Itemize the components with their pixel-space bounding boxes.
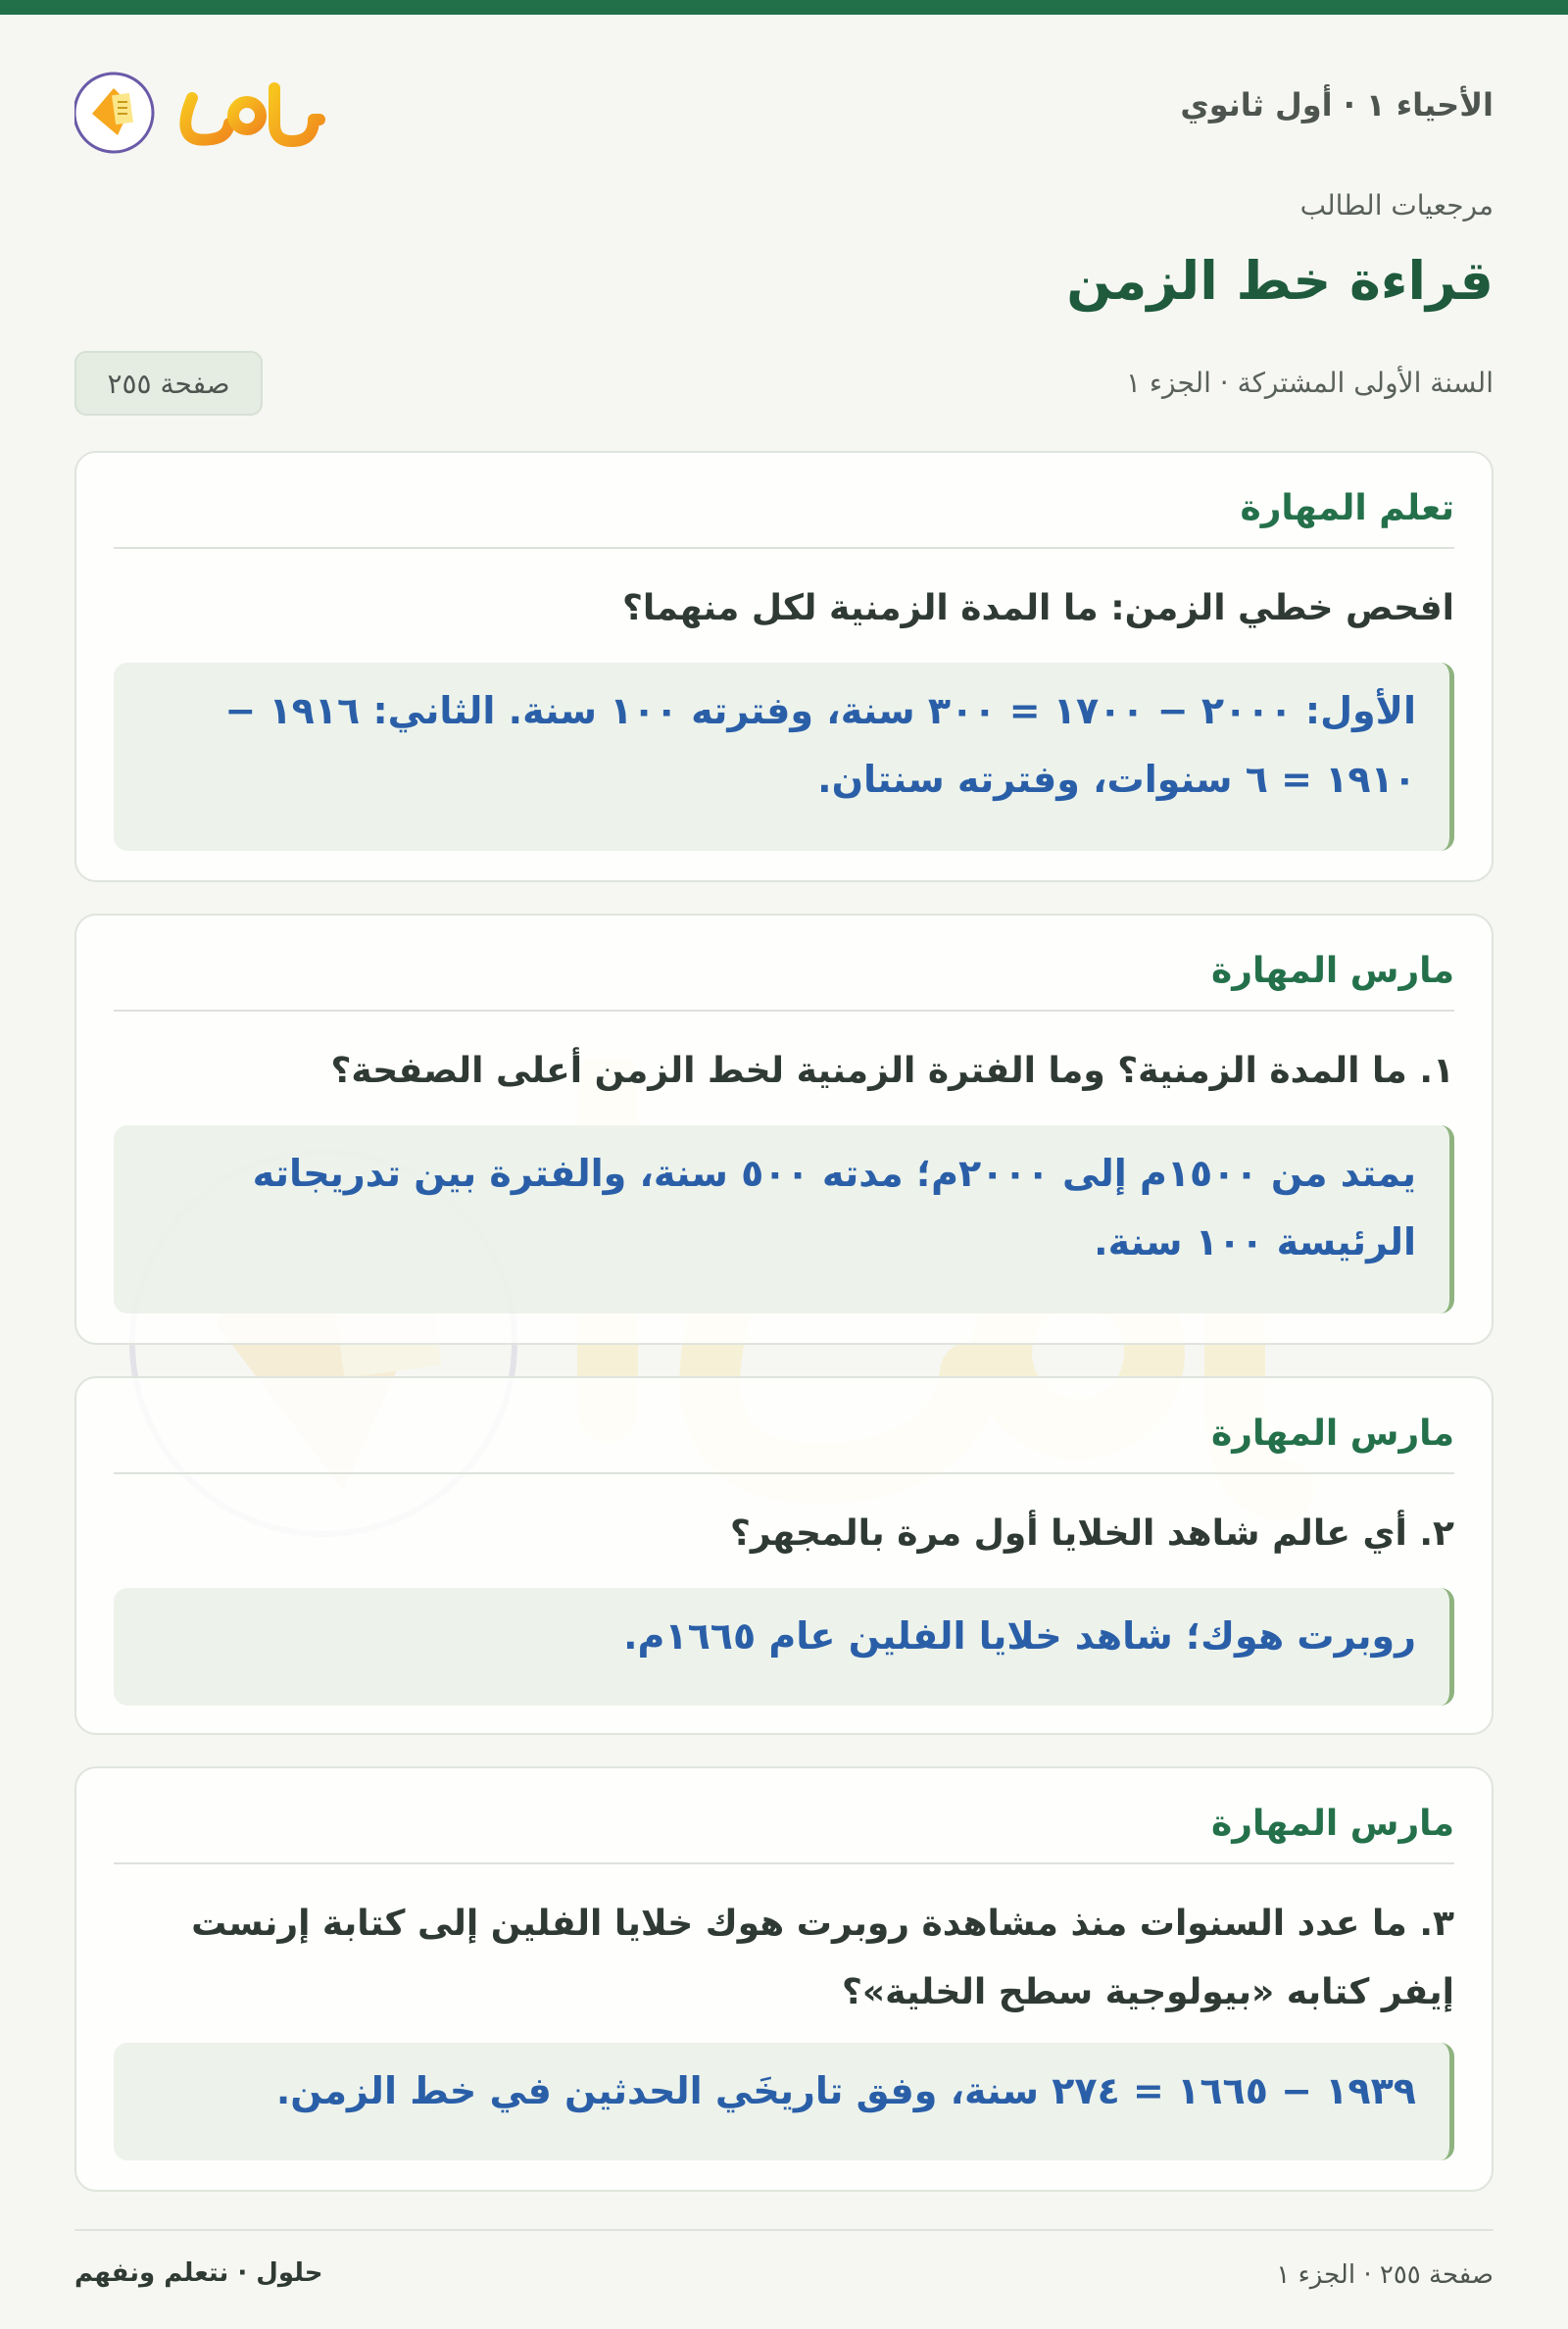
question-text: ٢. أي عالم شاهد الخلايا أول مرة بالمجهر؟ <box>730 1513 1454 1554</box>
footer-page-info: صفحة ٢٥٥ · الجزء ١ <box>1276 2260 1494 2290</box>
footer-tagline: حلول · نتعلم ونفهم <box>74 2258 323 2288</box>
question-text: افحص خطي الزمن: ما المدة الزمنية لكل منهما؟ <box>622 588 1454 628</box>
section-card-learn <box>74 451 1494 882</box>
section-divider <box>114 547 1454 549</box>
answer-text: يمتد من ١٥٠٠م إلى ٢٠٠٠م؛ مدته ٥٠٠ سنة، والفترة بين تدريجاته الرئيسة ١٠٠ سنة. <box>252 1152 1416 1264</box>
section-heading: تعلم المهارة <box>1240 488 1454 528</box>
top-accent-bar <box>0 0 1568 15</box>
hulul-logo[interactable] <box>74 59 329 167</box>
section-heading: مارس المهارة <box>1211 951 1454 991</box>
answer-text: ١٩٣٩ − ١٦٦٥ = ٢٧٤ سنة، وفق تاريخَي الحدثين في خط الزمن. <box>275 2069 1416 2112</box>
course-meta: السنة الأولى المشتركة · الجزء ١ <box>1125 367 1494 399</box>
section-card-practice-1 <box>74 914 1494 1345</box>
answer-box <box>114 663 1454 851</box>
section-divider <box>114 1472 1454 1474</box>
section-card-practice-2 <box>74 1376 1494 1735</box>
section-heading: مارس المهارة <box>1211 1804 1454 1844</box>
footer-divider <box>74 2229 1494 2231</box>
answer-box <box>114 2043 1454 2160</box>
answer-box <box>114 1588 1454 1706</box>
question-text: ٣. ما عدد السنوات منذ مشاهدة روبرت هوك خلايا الفلين إلى كتابة إرنست إيفر كتابه «بيولوجية سطح الخلية»؟ <box>191 1904 1454 2012</box>
answer-box <box>114 1125 1454 1313</box>
section-divider <box>114 1862 1454 1864</box>
answer-text: الأول: ٢٠٠٠ − ١٧٠٠ = ٣٠٠ سنة، وفترته ١٠٠ سنة. الثاني: ١٩١٦ − ١٩١٠ = ٦ سنوات، وفترته سنتان. <box>224 689 1416 801</box>
section-card-practice-3 <box>74 1766 1494 2192</box>
section-divider <box>114 1010 1454 1012</box>
category-label: مرجعيات الطالب <box>1299 189 1494 222</box>
page-number-badge: صفحة ٢٥٥ <box>74 351 263 416</box>
page-header <box>74 59 1494 167</box>
section-heading: مارس المهارة <box>1211 1413 1454 1454</box>
subject-label: الأحياء ١ · أول ثانوي <box>1180 86 1494 124</box>
answer-text: روبرت هوك؛ شاهد خلايا الفلين عام ١٦٦٥م. <box>623 1614 1416 1658</box>
question-text: ١. ما المدة الزمنية؟ وما الفترة الزمنية لخط الزمن أعلى الصفحة؟ <box>330 1051 1454 1091</box>
page-title: قراءة خط الزمن <box>1066 250 1494 312</box>
